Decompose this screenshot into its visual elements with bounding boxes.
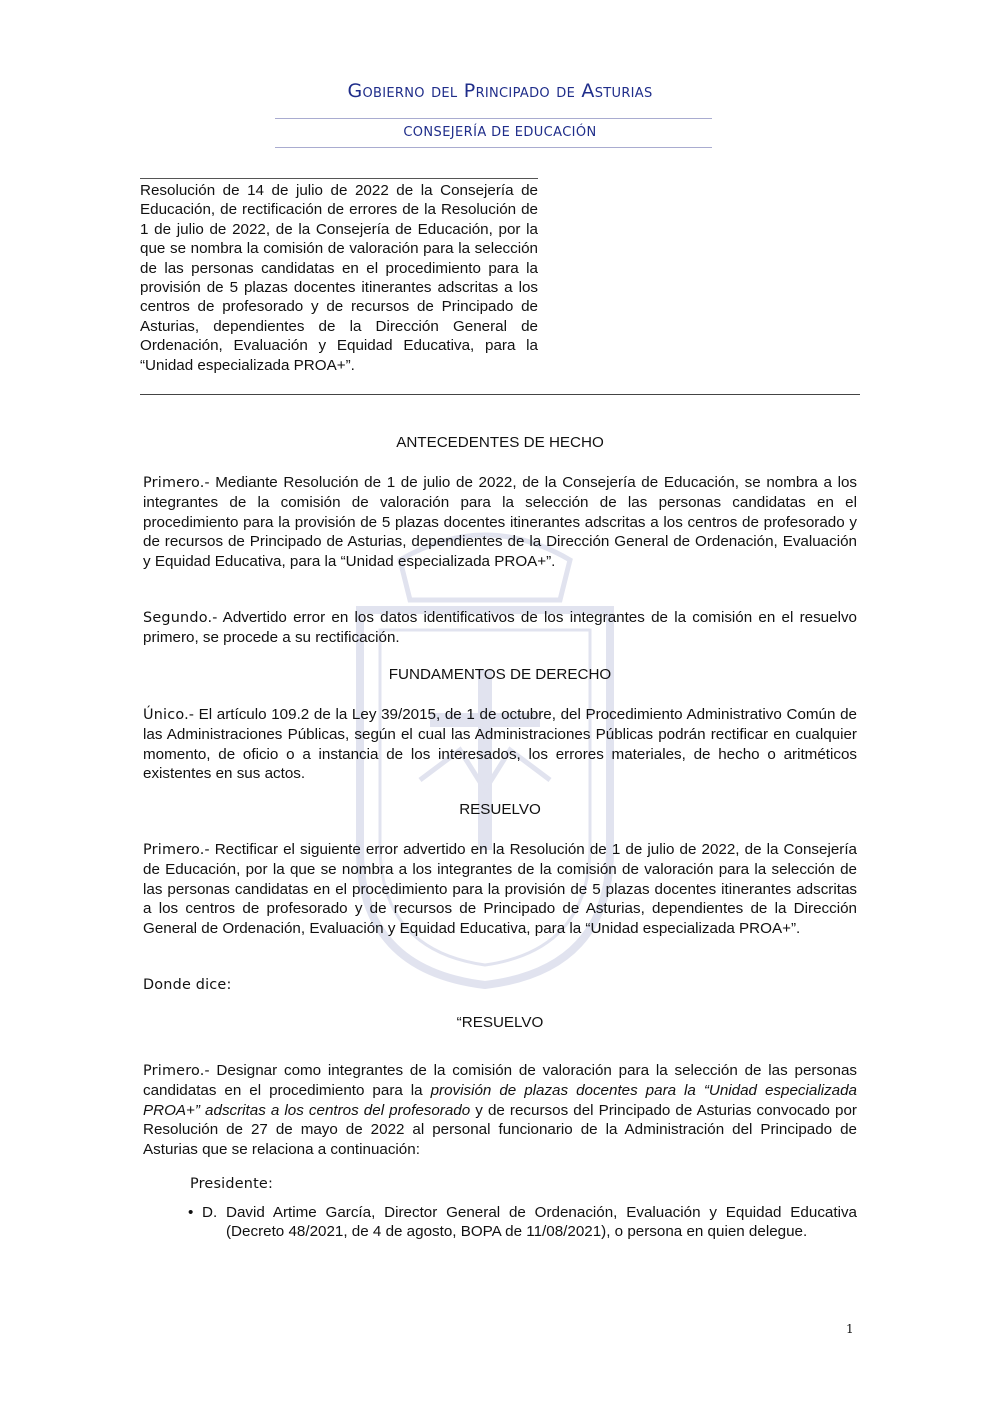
resuelvo-heading: RESUELVO: [459, 801, 541, 818]
resolution-summary: Resolución de 14 de julio de 2022 de la Consejería de Educación, de rectificación de errores de la Resolución de 1 de julio de 2022, de la Consejería de Educación, por la que se nombra la comisión de valoración para la selección de las personas candidatas en el procedimiento para la provisión de 5 plazas docentes itinerantes adscritas a los centros de profesorado y de recursos de Principado de Asturias, dependientes de la Dirección General de Ordenación, Evaluación y Equidad Educativa, para la “Unidad especializada PROA+”.: [140, 178, 538, 375]
fundamentos-unico-label: Único.: [143, 707, 189, 723]
presidente-member-item: [188, 1203, 857, 1242]
presidente-section: [190, 1174, 857, 1194]
presidente-member-text: D. David Artime García, Director General de Ordenación, Evaluación y Equidad Educativa (Decreto 48/2021, de 4 de agosto, BOPA de 11/08/2021), o persona en quien delegue.: [202, 1204, 857, 1241]
resuelvo-primero-text: - Rectificar el siguiente error advertido en la Resolución de 1 de julio de 2022, de la Consejería de Educación, por la que se nombra a los integrantes de la comisión de valoración para la selección de las personas candidatas en el procedimiento para la provisión de 5 plazas docentes itinerantes adscritas a los centros de profesorado y de recursos de Principado de Asturias, dependientes de la Dirección General de Ordenación, Evaluación y Equidad Educativa, para la “Unidad especializada PROA+”.: [143, 841, 857, 937]
government-title-text: Gobierno del Principado de Asturias: [347, 80, 653, 102]
department-title: CONSEJERÍA DE EDUCACIÓN: [403, 125, 597, 140]
antecedentes-primero-text: - Mediante Resolución de 1 de julio de 2022, de la Consejería de Educación, se nombra a los integrantes de la comisión de valoración para la selección de las personas candidatas en el procedimiento para la provisión de 5 plazas docentes itinerantes adscritas a los centros de profesorado y de recursos de Principado de Asturias, dependientes de la Dirección General de Ordenación, Evaluación y Equidad Educativa, para la “Unidad especializada PROA+”.: [143, 474, 857, 570]
antecedentes-heading: ANTECEDENTES DE HECHO: [396, 434, 604, 451]
quoted-primero: [143, 1061, 857, 1159]
antecedentes-segundo-label: Segundo.: [143, 610, 213, 626]
quoted-primero-text-a: - Designar como integrantes de la comisión de valoración para la selección de las personas candidatas en el procedimiento para la: [143, 1062, 857, 1100]
government-title: [0, 80, 1000, 102]
presidente-label: Presidente:: [190, 1176, 274, 1192]
header-divider-bottom: [275, 147, 712, 148]
donde-dice-label: Donde dice:: [143, 977, 232, 993]
fundamentos-heading: FUNDAMENTOS DE DERECHO: [388, 666, 612, 683]
summary-divider: [140, 394, 860, 395]
antecedentes-primero: [143, 473, 857, 571]
donde-dice: [143, 975, 857, 995]
fundamentos-unico: [143, 705, 857, 784]
antecedentes-segundo-text: - Advertido error en los datos identificativos de los integrantes de la comisión en el resuelvo primero, se procede a su rectificación.: [143, 609, 857, 647]
antecedentes-segundo: [143, 608, 857, 648]
quoted-primero-text-b: y de recursos del Principado de Asturias convocado por Resolución de 27 de mayo de 2022 al personal funcionario de la Administración del Principado de Asturias que se relaciona a continuación:: [143, 1101, 857, 1158]
quoted-primero-italic: provisión de plazas docentes para la “Unidad especializada PROA+” adscritas a los centros del profesorado: [143, 1082, 858, 1119]
fundamentos-unico-text: - El artículo 109.2 de la Ley 39/2015, de 1 de octubre, del Procedimiento Administrativo Común de las Administraciones Públicas, según el cual las Administraciones Públicas podrán rectificar en cualquier momento, de oficio o a instancia de los interesados, los errores materiales, de hecho o aritméticos existentes en sus actos.: [143, 706, 857, 783]
antecedentes-primero-label: Primero.: [143, 475, 205, 491]
quoted-primero-label: Primero.: [143, 1063, 205, 1079]
resuelvo-primero: [143, 840, 857, 938]
page-number: 1: [846, 1322, 854, 1336]
resuelvo-primero-label: Primero.: [143, 842, 205, 858]
bullet-icon: •: [188, 1204, 194, 1221]
quoted-resuelvo-heading: “RESUELVO: [456, 1014, 544, 1031]
header-divider-top: [275, 118, 712, 119]
